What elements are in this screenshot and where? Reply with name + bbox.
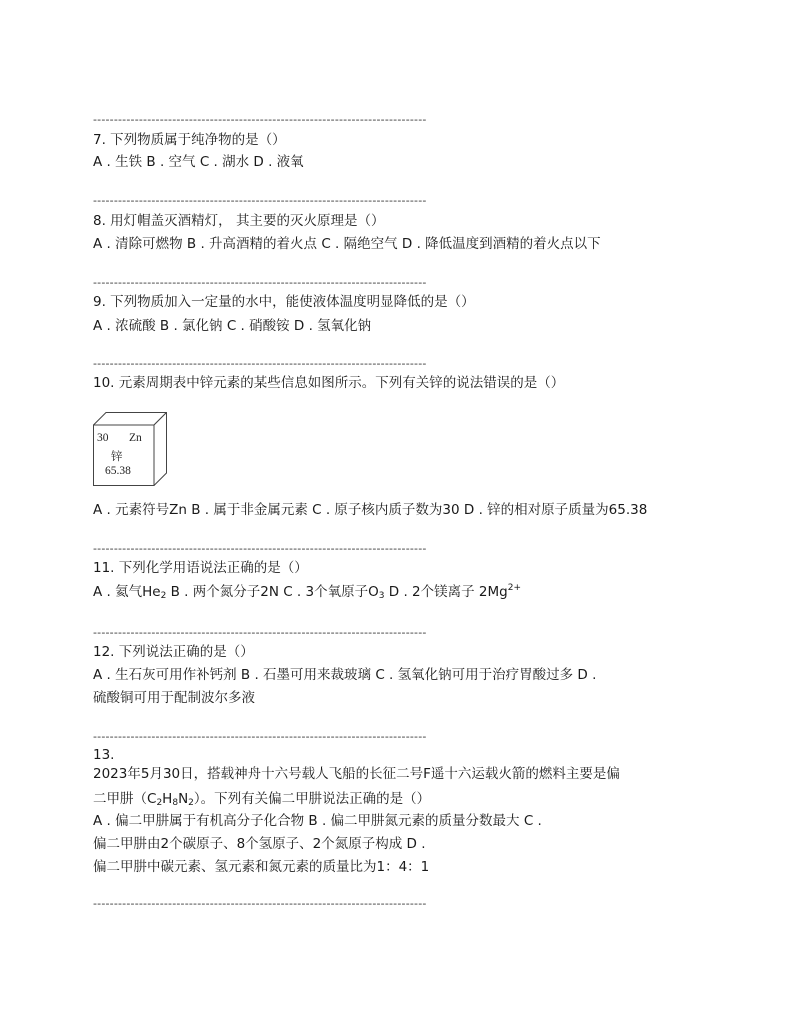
question-10-stem: 10. 元素周期表中锌元素的某些信息如图所示。下列有关锌的说法错误的是（） [93,375,565,391]
separator: -------------------------------------------------------------------------------- [93,194,427,207]
separator: -------------------------------------------------------------------------------- [93,626,427,639]
question-9-stem: 9. 下列物质加入一定量的水中，能使液体温度明显降低的是（） [93,294,475,310]
question-8-stem: 8. 用灯帽盖灭酒精灯， 其主要的灭火原理是（） [93,213,385,229]
question-8-options: A . 清除可燃物 B . 升高酒精的着火点 C . 隔绝空气 D . 降低温度到酒精的着火点以下 [93,236,601,252]
separator: -------------------------------------------------------------------------------- [93,897,427,910]
question-12-options-line2: 硫酸铜可用于配制波尔多液 [93,690,255,706]
separator: -------------------------------------------------------------------------------- [93,357,427,370]
atomic-number: 30 [97,432,109,444]
element-name: 锌 [111,451,123,463]
question-13-options-line3: 偏二甲肼中碳元素、氢元素和氮元素的质量比为1：4：1 [93,859,430,875]
question-10-options: A . 元素符号Zn B . 属于非金属元素 C . 原子核内质子数为30 D . 锌的相对原子质量为65.38 [93,502,648,518]
separator: -------------------------------------------------------------------------------- [93,542,427,555]
question-13-options-line1: A . 偏二甲肼属于有机高分子化合物 B . 偏二甲肼氮元素的质量分数最大 C . [93,813,542,829]
question-9-options: A . 浓硫酸 B . 氯化钠 C . 硝酸铵 D . 氢氧化钠 [93,318,372,334]
element-card-zinc [93,412,167,486]
separator: -------------------------------------------------------------------------------- [93,113,427,126]
question-7-options: A . 生铁 B . 空气 C . 湖水 D . 液氧 [93,154,304,170]
separator: -------------------------------------------------------------------------------- [93,730,427,743]
question-13-stem-line2: 二甲肼$(C_2H_8N_2)$。下列有关偏二甲肼说法正确的是（） [93,791,431,808]
question-13-stem-line1: 2023年5月30日，搭载神舟十六号载人飞船的长征二号F遥十六运载火箭的燃料主要是偏 [93,766,620,782]
question-7-stem: 7. 下列物质属于纯净物的是（） [93,132,286,148]
separator: -------------------------------------------------------------------------------- [93,276,427,289]
question-11-stem: 11. 下列化学用语说法正确的是（） [93,560,308,576]
question-11-options: A . 氦气$He_2$ B . 两个氮分子2N C . 3个氧原子$O_3$ D . 2个镁离子 $2Mg^{2+}$ [93,583,521,601]
question-12-stem: 12. 下列说法正确的是（） [93,644,254,660]
question-13-options-line2: 偏二甲肼由2个碳原子、8个氢原子、2个氮原子构成 D . [93,836,426,852]
question-13-number: 13. [93,747,115,763]
element-symbol: Zn [129,432,142,444]
question-12-options-line1: A . 生石灰可用作补钙剂 B . 石墨可用来裁玻璃 C . 氢氧化钠可用于治疗胃酸过多 D . [93,667,597,683]
atomic-mass: 65.38 [105,465,131,477]
